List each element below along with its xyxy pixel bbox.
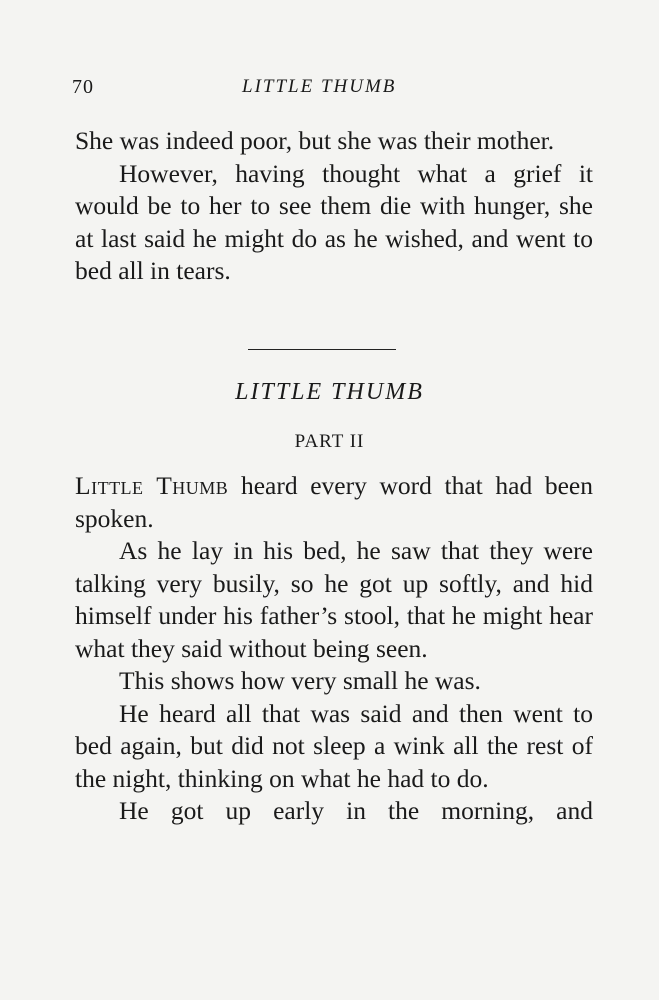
- paragraph-however: However, having thought what a grief it would be to her to see them die with hunger, she at last said he might do as he wished, and went to bed all in tears.: [75, 158, 593, 285]
- running-title: LITTLE THUMB: [242, 76, 397, 97]
- paragraph-she-was-poor: She was indeed poor, but she was their mother.: [75, 126, 555, 155]
- part-label: PART II: [294, 431, 365, 452]
- paragraph-lead-smallcaps: Little Thumb: [75, 471, 229, 500]
- page-header: [72, 76, 592, 102]
- bottom-text-block: [75, 470, 593, 828]
- paragraph-lead-rest: heard every word that had been spoken.: [75, 471, 593, 533]
- paragraph-as-he-lay: As he lay in his bed, he saw that they were talking very busily, so he got up softly, and hid himself under his father’s stool, that he might hear what they said without being seen.: [75, 536, 593, 663]
- section-title: LITTLE THUMB: [235, 379, 424, 405]
- paragraph-he-got-up: He got up early in the morning, and: [119, 796, 593, 825]
- section-divider: [248, 349, 396, 350]
- paragraph-this-shows: This shows how very small he was.: [119, 666, 481, 695]
- paragraph-he-heard: He heard all that was said and then went to bed again, but did not sleep a wink all the rest of the night, thinking on what he had to do.: [75, 698, 593, 793]
- page-number: 70: [72, 76, 94, 98]
- paragraph-little-thumb-heard: [75, 470, 593, 535]
- top-text-block: [75, 125, 593, 288]
